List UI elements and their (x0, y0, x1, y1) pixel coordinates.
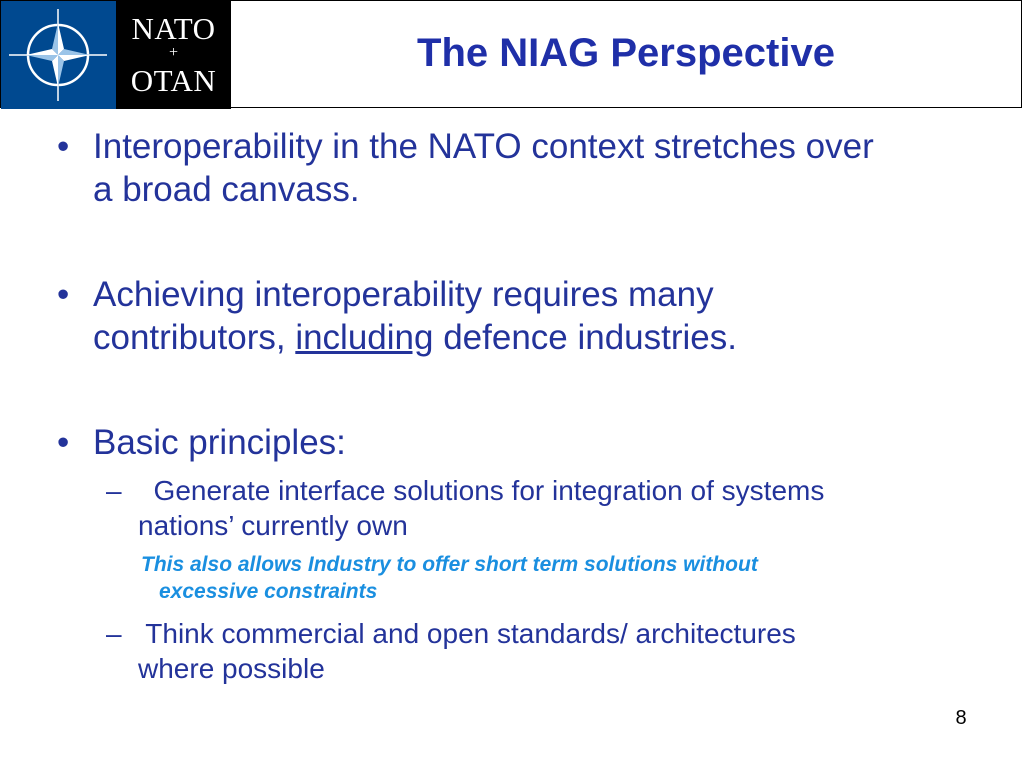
bullet-text (93, 273, 998, 359)
slide-title: The NIAG Perspective (417, 31, 835, 75)
bullet-text: Basic principles: (93, 423, 346, 462)
bullet-marker: • (57, 423, 70, 462)
bullet-marker: • (57, 127, 70, 166)
logo-separator: + (168, 44, 179, 61)
sub-bullet-line: where possible (138, 653, 325, 684)
industry-note (141, 551, 941, 605)
sub-bullet-line: nations’ currently own (138, 510, 408, 541)
note-line: excessive constraints (159, 580, 378, 603)
bullet-line: Achieving interoperability requires many (93, 275, 714, 314)
sub-bullet-marker: – (106, 475, 122, 506)
bullet-line: Interoperability in the NATO context stretches over (93, 127, 874, 166)
page-number: 8 (955, 707, 967, 729)
sub-bullet-text (138, 473, 988, 543)
slide-header (0, 0, 1022, 108)
bullet-line: a broad canvass. (93, 170, 360, 209)
bullet-line-suffix: defence industries. (433, 318, 737, 357)
bullet-marker: • (57, 275, 70, 314)
logo-word-otan: OTAN (130, 63, 217, 98)
bullet-line-prefix: contributors, (93, 318, 296, 357)
logo-word-nato: NATO (131, 11, 216, 46)
nato-wordmark (116, 1, 231, 109)
bullet-text (93, 125, 998, 211)
nato-logo (1, 1, 231, 109)
sub-bullet-line: Think commercial and open standards/ architectures (138, 618, 796, 649)
slide-body (0, 108, 1024, 768)
nato-compass-icon (1, 1, 116, 109)
note-line: This also allows Industry to offer short term solutions without (141, 553, 758, 576)
sub-bullet-text (138, 616, 988, 686)
sub-bullet-line: Generate interface solutions for integration of systems (138, 475, 825, 506)
sub-bullet-marker: – (106, 618, 122, 649)
emphasis-including: including (295, 318, 434, 357)
